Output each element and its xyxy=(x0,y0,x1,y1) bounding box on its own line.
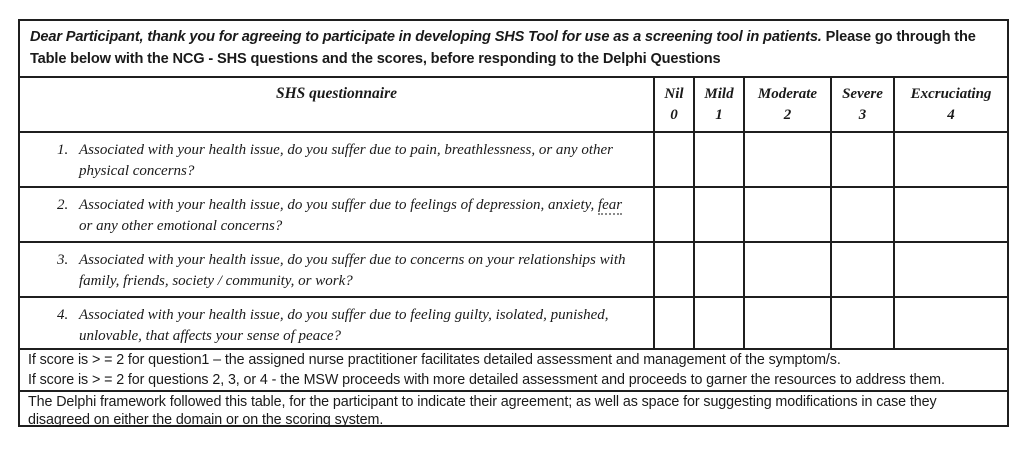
header-col-score: 3 xyxy=(858,107,867,123)
score-cell-q1-severe xyxy=(832,133,895,188)
score-cell-q4-severe xyxy=(832,298,895,350)
header-col-label: Nil xyxy=(664,86,684,102)
scoring-notes xyxy=(20,350,1007,392)
score-cell-q2-nil xyxy=(655,188,695,243)
score-cell-q1-nil xyxy=(655,133,695,188)
header-question-col: SHS questionnaire xyxy=(20,78,655,133)
intro-note xyxy=(20,21,1007,78)
scoring-note-line1: If score is > = 2 for question1 – the assigned nurse practitioner facilitates detailed assessment and management of the symptom/s. xyxy=(28,352,841,368)
header-col-excruciating xyxy=(895,78,1007,133)
header-col-score: 0 xyxy=(670,107,678,123)
score-cell-q3-moderate xyxy=(745,243,832,298)
underlined-word: fear xyxy=(597,197,623,213)
score-cell-q1-mild xyxy=(695,133,745,188)
shs-table xyxy=(20,78,1007,350)
header-col-label: Severe xyxy=(842,86,883,102)
header-col-label: Mild xyxy=(704,86,734,102)
header-col-score: 1 xyxy=(715,107,723,123)
delphi-note: The Delphi framework followed this table, for the participant to indicate their agreement; as well as space for suggesting modifications in case they disagreed on either the domain or on the scoring system. xyxy=(28,394,937,428)
score-cell-q4-mild xyxy=(695,298,745,350)
score-cell-q3-mild xyxy=(695,243,745,298)
score-cell-q4-excruciating xyxy=(895,298,1007,350)
intro-regular-text: Please go through the Table below with the NCG - SHS questions and the scores, before responding to the Delphi Questions xyxy=(30,29,976,67)
header-col-severe xyxy=(832,78,895,133)
question-number: 2. xyxy=(57,197,69,213)
score-cell-q2-mild xyxy=(695,188,745,243)
score-cell-q3-severe xyxy=(832,243,895,298)
document-frame xyxy=(18,19,1009,427)
score-cell-q4-moderate xyxy=(745,298,832,350)
header-col-label: Excruciating xyxy=(910,86,992,102)
header-col-nil xyxy=(655,78,695,133)
header-col-moderate xyxy=(745,78,832,133)
question-text: Associated with your health issue, do you suffer due to feeling guilty, isolated, punished, unlovable, that affects your sense of peace? xyxy=(79,307,609,344)
table-row-q3 xyxy=(20,243,655,298)
score-cell-q3-nil xyxy=(655,243,695,298)
question-number: 3. xyxy=(57,252,69,268)
question-text: Associated with your health issue, do you suffer due to pain, breathlessness, or any other physical concerns? xyxy=(79,142,613,179)
score-cell-q1-excruciating xyxy=(895,133,1007,188)
intro-italic-text: Dear Participant, thank you for agreeing to participate in developing SHS Tool for use as a screening tool in patients. xyxy=(30,29,822,45)
header-col-score: 2 xyxy=(783,107,792,123)
question-text: Associated with your health issue, do you suffer due to feelings of depression, anxiety, fear or any other emotional concerns? xyxy=(79,197,623,234)
table-row-q4 xyxy=(20,298,655,350)
score-cell-q4-nil xyxy=(655,298,695,350)
scoring-note-line2: If score is > = 2 for questions 2, 3, or 4 - the MSW proceeds with more detailed assessment and proceeds to garner the resources to address them. xyxy=(28,371,945,388)
score-cell-q1-moderate xyxy=(745,133,832,188)
table-row-q1 xyxy=(20,133,655,188)
score-cell-q3-excruciating xyxy=(895,243,1007,298)
question-number: 4. xyxy=(57,307,69,323)
table-row-q2 xyxy=(20,188,655,243)
header-col-label: Moderate xyxy=(757,86,818,102)
score-cell-q2-moderate xyxy=(745,188,832,243)
header-col-score: 4 xyxy=(947,107,955,123)
question-text: Associated with your health issue, do you suffer due to concerns on your relationships with family, friends, society / community, or work? xyxy=(79,252,626,289)
question-number: 1. xyxy=(57,142,69,158)
header-col-mild xyxy=(695,78,745,133)
score-cell-q2-excruciating xyxy=(895,188,1007,243)
score-cell-q2-severe xyxy=(832,188,895,243)
